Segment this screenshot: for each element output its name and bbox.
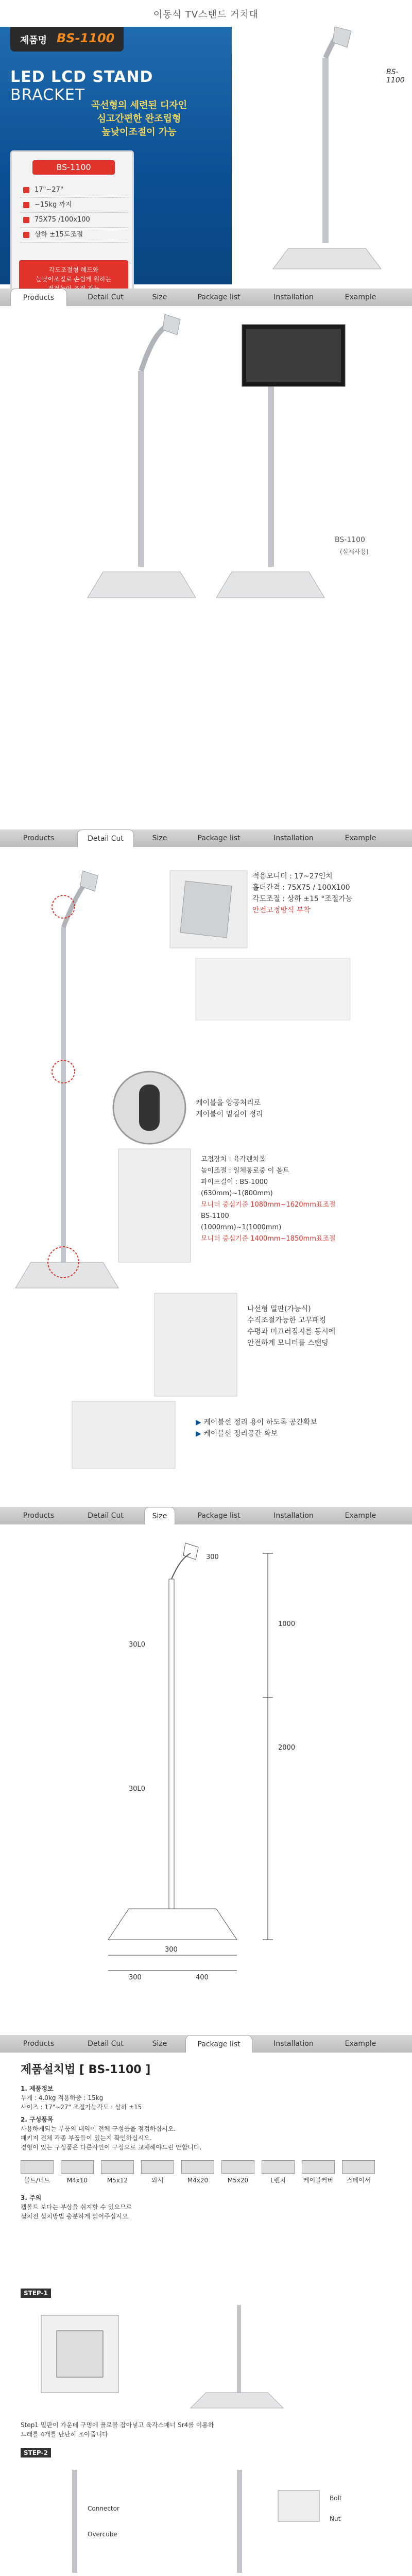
size-base bbox=[108, 1909, 237, 1940]
step-2-overcube: Overcube bbox=[88, 2531, 117, 2538]
intro-line: 경형이 있는 구성품은 다른사인이 구성으로 교체해야드린 안합니다. bbox=[21, 2144, 202, 2151]
nav-tab-example[interactable]: Example bbox=[345, 834, 376, 842]
cable-note-line: 케이블을 앙공처리로 bbox=[196, 1099, 261, 1107]
part-icon bbox=[302, 2160, 335, 2174]
nav-tab-detail-cut[interactable]: Detail Cut bbox=[88, 1512, 124, 1520]
size-pole bbox=[169, 1579, 174, 1909]
step-1-diagram bbox=[21, 2300, 391, 2418]
top-header bbox=[0, 0, 412, 27]
nav-tab-package-list[interactable]: Package list bbox=[197, 1512, 241, 1520]
bullet-arrow-icon: ▶ bbox=[196, 1430, 204, 1438]
nav-bar-products bbox=[0, 289, 412, 306]
nav-tab-installation[interactable]: Installation bbox=[273, 293, 314, 301]
header-title: 이동식 TV스탠드 거치대 bbox=[153, 9, 259, 20]
step-2-pole bbox=[72, 2470, 77, 2573]
part-label: 스페이서 bbox=[346, 2177, 371, 2184]
step-1-pole bbox=[237, 2305, 241, 2393]
dim-left-label: 30L0 bbox=[129, 1641, 146, 1649]
hero-copy bbox=[62, 99, 216, 139]
zoom-base bbox=[72, 1401, 175, 1468]
dim-base-right: 400 bbox=[196, 1974, 209, 1981]
dim-height: 2000 bbox=[278, 1744, 296, 1752]
notice-line: 설치전 설치방법 충분하게 읽어주십시오. bbox=[21, 2213, 130, 2220]
model-badge bbox=[10, 27, 124, 52]
nav-tab-detail-cut[interactable]: Detail Cut bbox=[88, 293, 124, 301]
part-icon bbox=[262, 2160, 295, 2174]
spec-item: ~15kg 까지 bbox=[20, 198, 128, 213]
part-item bbox=[302, 2160, 335, 2185]
material-line: 고정장치 : 육각렌치볼 bbox=[201, 1156, 266, 1163]
hero-title-tail: BRACKET bbox=[10, 86, 85, 104]
part-label: 와셔 bbox=[151, 2177, 164, 2184]
hero-pole bbox=[322, 58, 329, 243]
spec-item: 75X75 /100x100 bbox=[20, 213, 128, 228]
parts-list bbox=[21, 2160, 391, 2185]
model-name: BS-1100 bbox=[57, 31, 115, 45]
intro-line: 사용하게되는 부품의 내역이 전체 구성품을 점검하십시오. bbox=[21, 2125, 176, 2132]
step-text-line: Step1 밑판이 가운데 구멍에 플로볼 잡아넣고 육각스패너 Sr4를 이용하 bbox=[21, 2421, 214, 2429]
cable-note-line: 케이블이 밑길이 정리 bbox=[196, 1110, 263, 1118]
size-drawing bbox=[0, 1528, 412, 2032]
zoom-bolt bbox=[154, 1293, 237, 1396]
part-icon bbox=[181, 2160, 214, 2174]
part-item bbox=[61, 2160, 94, 2185]
cable-bullet-text: 케이블선 정리공간 확보 bbox=[203, 1430, 278, 1438]
nav-tab-size[interactable]: Size bbox=[152, 2040, 167, 2048]
model-label: 제품명 bbox=[20, 35, 47, 46]
nav-tab-example[interactable]: Example bbox=[345, 293, 376, 301]
nav-tab-package-list[interactable]: Package list bbox=[197, 293, 241, 301]
step-2-bolt: Bolt bbox=[330, 2495, 342, 2502]
nav-tab-products[interactable]: Products bbox=[23, 2040, 55, 2048]
detail-section bbox=[0, 850, 412, 1504]
spec-note-line: 각도조절형 헤드와 bbox=[48, 266, 99, 274]
detail-arm bbox=[63, 881, 88, 927]
size-arm bbox=[171, 1553, 191, 1579]
stand-2-screen bbox=[246, 329, 341, 382]
nav-tab-installation[interactable]: Installation bbox=[273, 2040, 314, 2048]
dim-top: 300 bbox=[206, 1553, 219, 1561]
hero-product-area bbox=[232, 27, 412, 284]
dim-upper: 1000 bbox=[278, 1620, 296, 1628]
detail-spec-line: 적용모니터 : 17~27인치 bbox=[252, 872, 333, 880]
hero-copy-line: 곡선형의 세련된 디자인 bbox=[91, 100, 187, 111]
material-line: 모니터 중심기준 1400mm~1850mm표조절 bbox=[201, 1235, 336, 1243]
step-1-plate bbox=[57, 2331, 103, 2377]
nav-tab-size[interactable]: Size bbox=[144, 1507, 175, 1524]
nav-tab-example[interactable]: Example bbox=[345, 1512, 376, 1520]
part-icon bbox=[21, 2160, 54, 2174]
part-item bbox=[141, 2160, 174, 2185]
stand-2-base bbox=[216, 572, 324, 598]
stand-1-pole bbox=[138, 371, 144, 567]
nav-tab-installation[interactable]: Installation bbox=[273, 834, 314, 842]
spec-note-line: 높낮이조절로 손쉽게 원하는 bbox=[36, 276, 112, 283]
part-label: 볼트/너트 bbox=[24, 2177, 50, 2184]
step-2-connector: Connector bbox=[88, 2505, 119, 2512]
step-2-pole-2 bbox=[237, 2470, 242, 2573]
nav-tab-size[interactable]: Size bbox=[152, 834, 167, 842]
step-2-zoom bbox=[278, 2490, 319, 2521]
part-icon bbox=[221, 2160, 254, 2174]
detail-pole bbox=[61, 927, 66, 1262]
size-section bbox=[0, 1528, 412, 2032]
step-tag: STEP-1 bbox=[21, 2289, 51, 2298]
zoom-clamp bbox=[118, 1149, 191, 1262]
hero-title-main: LED LCD STAND bbox=[10, 68, 153, 86]
notice-title: 3. 주의 bbox=[21, 2194, 42, 2201]
step-1-base bbox=[191, 2393, 283, 2408]
material-line: 모니터 중심기준 1080mm~1620mm표조절 bbox=[201, 1201, 336, 1209]
cable-bullet bbox=[196, 1417, 317, 1428]
products-section bbox=[0, 309, 412, 824]
dim-base-left: 300 bbox=[129, 1974, 142, 1981]
intro-line: 무게 : 4.0kg 적용하중 : 15kg bbox=[21, 2094, 104, 2102]
step-tag: STEP-2 bbox=[21, 2448, 51, 2458]
products-illustration bbox=[0, 309, 412, 824]
nav-bar-package bbox=[0, 2035, 412, 2053]
material-line: BS-1100 bbox=[201, 1212, 229, 1220]
bullet-arrow-icon: ▶ bbox=[196, 1418, 204, 1427]
part-label: L렌치 bbox=[270, 2177, 286, 2184]
step-2-nut: Nut bbox=[330, 2515, 341, 2522]
hero-base bbox=[273, 248, 381, 269]
part-label: 케이블커버 bbox=[303, 2177, 333, 2184]
nav-tab-detail-cut[interactable]: Detail Cut bbox=[77, 829, 134, 847]
part-label: M5x12 bbox=[107, 2177, 128, 2184]
detail-base bbox=[15, 1262, 118, 1288]
part-item bbox=[342, 2160, 375, 2185]
part-item bbox=[221, 2160, 254, 2185]
cable-bullet-text: 케이블선 정리 용이 하도록 공간확보 bbox=[203, 1418, 317, 1427]
detail-spec-line: 안전고정방식 부착 bbox=[252, 906, 311, 914]
part-label: M4x10 bbox=[66, 2177, 88, 2184]
step-1-text bbox=[21, 2420, 214, 2439]
part-item bbox=[181, 2160, 214, 2185]
intro-line: 사이즈 : 17"~27" 조절가능각도 : 상하 ±15 bbox=[21, 2104, 142, 2111]
stand-1-plate bbox=[163, 314, 180, 335]
hero-stand-illustration bbox=[232, 27, 412, 284]
step-1 bbox=[21, 2287, 391, 2442]
nav-tab-example[interactable]: Example bbox=[345, 2040, 376, 2048]
part-item bbox=[262, 2160, 295, 2185]
spec-item: 17"~27" bbox=[20, 183, 128, 198]
hero-stand-label: BS-1100 bbox=[386, 68, 405, 84]
nav-tab-products[interactable]: Products bbox=[23, 1512, 55, 1520]
stand-2-pole bbox=[268, 381, 274, 567]
zoom-cable-slot bbox=[139, 1084, 160, 1131]
stand-1-arm bbox=[141, 325, 170, 371]
hero-copy-line: 높낮이조절이 가능 bbox=[101, 127, 177, 138]
notice-line: 캡볼트 보다는 부상을 쉬지할 수 있으므로 bbox=[21, 2204, 132, 2211]
detail-cable-note bbox=[196, 1097, 263, 1120]
part-label: M5x20 bbox=[227, 2177, 249, 2184]
part-icon bbox=[141, 2160, 174, 2174]
bolt-line: 안전하게 모니터를 스탠딩 bbox=[247, 1339, 329, 1347]
detail-material-block bbox=[201, 1154, 336, 1245]
material-line: 파이프길이 : BS-1000 bbox=[201, 1178, 268, 1186]
nav-bar-size bbox=[0, 1507, 412, 1524]
spec-card-head: BS-1100 bbox=[32, 160, 115, 175]
products-model-sub: (실제사용) bbox=[340, 548, 369, 555]
part-item bbox=[21, 2160, 54, 2185]
dim-base-width: 300 bbox=[165, 1946, 178, 1954]
zoom-tilt bbox=[196, 958, 350, 1020]
spec-list bbox=[20, 183, 128, 243]
nav-tab-package-list[interactable]: Package list bbox=[197, 834, 241, 842]
spec-card bbox=[10, 150, 134, 305]
part-icon bbox=[342, 2160, 375, 2174]
package-intro bbox=[21, 2084, 391, 2152]
installation-steps bbox=[21, 2287, 391, 2576]
detail-spec-line: 홀더간격 : 75X75 / 100X100 bbox=[252, 884, 350, 892]
intro-line: 2. 구성품목 bbox=[21, 2116, 54, 2123]
bolt-line: 수직조절가능한 고무패킹 bbox=[247, 1316, 327, 1325]
products-model-label: BS-1100 bbox=[335, 536, 365, 544]
package-section bbox=[21, 2061, 391, 2277]
detail-spec-block bbox=[252, 871, 352, 916]
nav-tab-size[interactable]: Size bbox=[152, 293, 167, 301]
intro-line: 1. 제품정보 bbox=[21, 2085, 54, 2092]
nav-tab-products[interactable]: Products bbox=[10, 289, 67, 306]
nav-bar-detail bbox=[0, 829, 412, 847]
stand-1-base bbox=[88, 572, 196, 598]
step-2 bbox=[21, 2447, 391, 2576]
nav-tab-package-list[interactable]: Package list bbox=[185, 2035, 252, 2053]
bolt-line: 나선형 밀판(가능식) bbox=[247, 1305, 311, 1313]
step-text-line: 드래를 4개를 단단히 조아줍니다 bbox=[21, 2431, 108, 2438]
package-title: 제품설치법 [ BS-1100 ] bbox=[21, 2063, 151, 2076]
hero-copy-line: 심고간편한 완조립형 bbox=[97, 113, 181, 124]
material-line: 높이조절 : 일체통로중 이 볼트 bbox=[201, 1167, 289, 1175]
part-icon bbox=[61, 2160, 94, 2174]
part-item bbox=[101, 2160, 134, 2185]
detail-bolt-block bbox=[247, 1303, 335, 1349]
material-line: (630mm)~1(800mm) bbox=[201, 1190, 273, 1197]
intro-line: 패키지 전체 각종 부품들이 있는지 확인하십시오. bbox=[21, 2134, 152, 2142]
part-label: M4x20 bbox=[187, 2177, 209, 2184]
cable-bullet bbox=[196, 1428, 317, 1439]
nav-tab-products[interactable]: Products bbox=[23, 834, 55, 842]
nav-tab-detail-cut[interactable]: Detail Cut bbox=[88, 2040, 124, 2048]
zoom-vesa-plate bbox=[180, 881, 232, 938]
material-line: (1000mm)~1(1000mm) bbox=[201, 1224, 282, 1231]
bolt-line: 수평과 미끄러짐지를 동시에 bbox=[247, 1328, 336, 1336]
package-notice bbox=[21, 2193, 391, 2221]
nav-tab-installation[interactable]: Installation bbox=[273, 1512, 314, 1520]
detail-spec-line: 각도조절 : 상하 ±15 °조절가능 bbox=[252, 895, 353, 903]
part-icon bbox=[101, 2160, 134, 2174]
hero-vesa-plate bbox=[333, 27, 351, 47]
detail-cable-bullets bbox=[196, 1417, 317, 1439]
spec-item: 상하 ±15도조절 bbox=[20, 228, 128, 243]
dim-left-label: 30L0 bbox=[129, 1785, 146, 1793]
